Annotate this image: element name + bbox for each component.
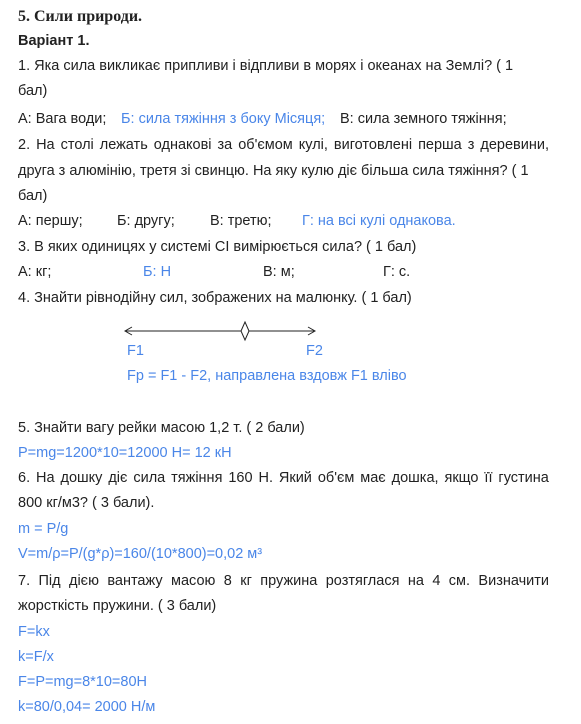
question-2-option-d: Г: на всі кулі однакова. xyxy=(302,213,456,229)
question-7-answer-2: k=F/x xyxy=(18,649,54,665)
question-2-text-cont: друга з алюмінію, третя зі свинцю. На яку кулю діє більша сила тяжіння? ( 1 xyxy=(18,163,529,179)
question-1-option-c: В: сила земного тяжіння; xyxy=(340,111,507,127)
force-diagram xyxy=(120,318,320,344)
question-6-answer-1: m = P/g xyxy=(18,521,69,537)
question-7-answer-1: F=kx xyxy=(18,624,50,640)
question-3-option-d: Г: с. xyxy=(383,264,411,280)
question-1-option-b: Б: сила тяжіння з боку Місяця; xyxy=(121,111,326,127)
force-label-f1: F1 xyxy=(127,343,144,359)
question-2-text: 2. На столі лежать однакові за об'ємом кулі, виготовлені перша з деревини, xyxy=(18,137,549,153)
question-4-answer: Fp = F1 - F2, направлена вздовж F1 вліво xyxy=(127,368,407,384)
question-6-answer-2: V=m/ρ=P/(g*ρ)=160/(10*800)=0,02 м³ xyxy=(18,546,263,562)
question-1-option-a: А: Вага води; xyxy=(18,111,107,127)
question-2-option-a: А: першу; xyxy=(18,213,83,229)
question-7-text: 7. Під дією вантажу масою 8 кг пружина розтяглася на 4 см. Визначити xyxy=(18,573,549,589)
question-2-text-cont2: бал) xyxy=(18,188,48,204)
question-2-option-b: Б: другу; xyxy=(117,213,175,229)
point-diamond-icon xyxy=(241,322,249,340)
variant-heading: Варіант 1. xyxy=(18,33,90,49)
question-7-answer-3: F=P=mg=8*10=80Н xyxy=(18,674,147,690)
question-3-option-a: А: кг; xyxy=(18,264,52,280)
question-5-text: 5. Знайти вагу рейки масою 1,2 т. ( 2 бали) xyxy=(18,420,305,436)
question-5-answer: P=mg=1200*10=12000 Н= 12 кН xyxy=(18,445,232,461)
question-6-text: 6. На дошку діє сила тяжіння 160 Н. Який об'єм має дошка, якщо її густина xyxy=(18,470,549,486)
question-4-text: 4. Знайти рівнодійну сил, зображених на малюнку. ( 1 бал) xyxy=(18,290,412,306)
question-7-answer-4: k=80/0,04= 2000 Н/м xyxy=(18,699,156,715)
question-7-text-cont: жорсткість пружини. ( 3 бали) xyxy=(18,598,217,614)
question-6-text-cont: 800 кг/м3? ( 3 бали). xyxy=(18,495,155,511)
question-1-text: 1. Яка сила викликає припливи і відпливи в морях і океанах на Землі? ( 1 xyxy=(18,58,514,74)
question-2-option-c: В: третю; xyxy=(210,213,272,229)
question-3-option-b: Б: Н xyxy=(143,264,172,280)
question-3-option-c: В: м; xyxy=(263,264,295,280)
page-title: 5. Сили природи. xyxy=(18,8,143,25)
force-label-f2: F2 xyxy=(306,343,323,359)
question-1-text-cont: бал) xyxy=(18,83,48,99)
question-3-text: 3. В яких одиницях у системі СІ вимірюється сила? ( 1 бал) xyxy=(18,239,417,255)
